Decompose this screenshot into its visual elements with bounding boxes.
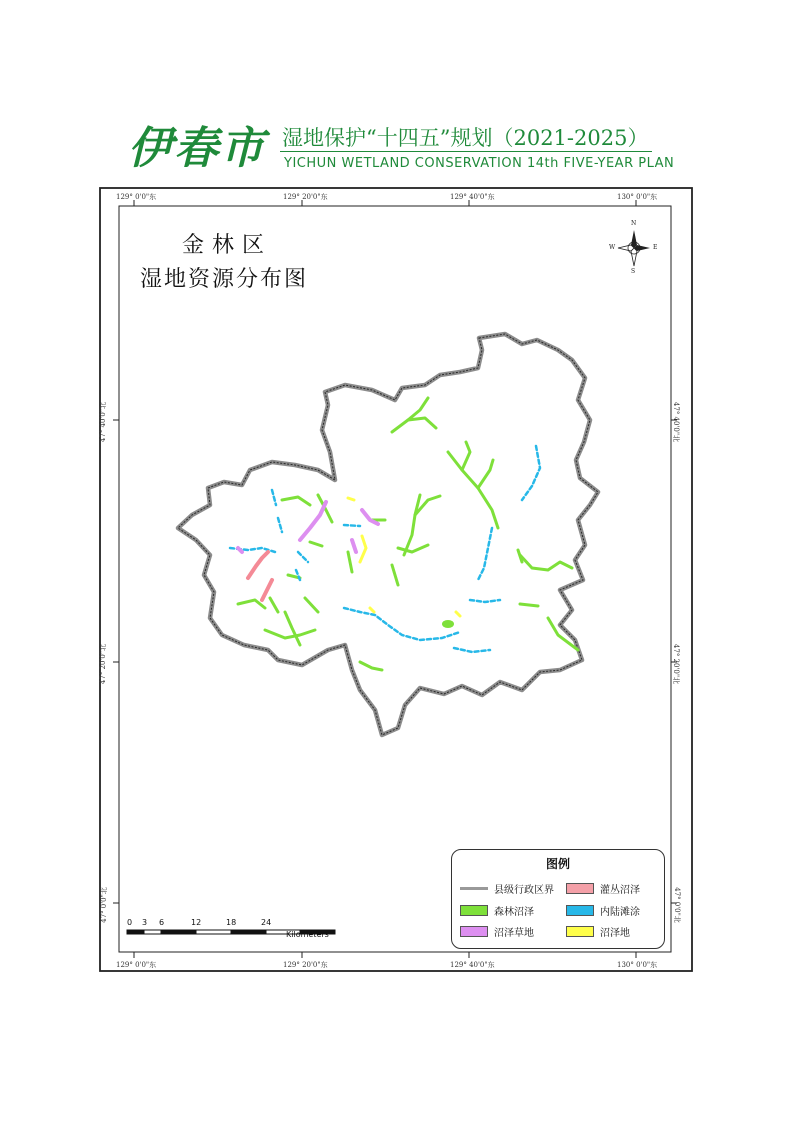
- top-coord-4: 130° 0'0"东: [617, 193, 658, 201]
- bottom-coord-2: 129° 20'0"东: [283, 961, 328, 969]
- brand-title: 伊春市: [128, 123, 266, 174]
- left-coord-2: 47° 20'0"北: [99, 643, 108, 685]
- scale-tick-0: 0: [127, 918, 133, 927]
- left-coord-3: 47° 0'0"北: [99, 887, 108, 923]
- bottom-coord-1: 129° 0'0"东: [116, 961, 157, 969]
- scale-tick-6: 6: [159, 918, 165, 927]
- compass-e: E: [653, 244, 658, 251]
- right-coord-3: 47° 0'0"北: [672, 887, 681, 923]
- bottom-coord-3: 129° 40'0"东: [450, 961, 495, 969]
- map-title-district: 金林区: [182, 233, 273, 258]
- north-arrow-icon: [609, 220, 658, 275]
- bottom-coord-4: 130° 0'0"东: [617, 961, 658, 969]
- legend-box: [451, 849, 665, 949]
- legend-item-shrub-swamp: [566, 881, 640, 896]
- legend-swatch-yellow: [566, 926, 594, 937]
- right-coord-1: 47° 40'0"北: [672, 401, 681, 443]
- legend-swatch-pink: [566, 883, 594, 894]
- county-boundary: [178, 334, 598, 735]
- map-title-subject: 湿地资源分布图: [140, 267, 309, 292]
- right-coord-2: 47° 20'0"北: [672, 643, 681, 685]
- legend-line-symbol: [460, 887, 488, 890]
- plan-subtitle: YICHUN WETLAND CONSERVATION 14th FIVE-YEAR PLAN: [284, 156, 675, 171]
- scale-bar-labels: [124, 918, 344, 939]
- legend-item-swamp-meadow: [460, 924, 534, 939]
- legend-label: 森林沼泽: [494, 907, 534, 918]
- legend-item-swamp: [566, 924, 630, 939]
- forest-swamp-patch: [442, 620, 454, 628]
- plan-title: 湿地保护“十四五”规划（2021-2025）: [282, 126, 649, 150]
- left-coord-1: 47° 40'0"北: [99, 401, 108, 443]
- legend-label: 沼泽地: [600, 928, 630, 939]
- scale-tick-12: 12: [191, 918, 202, 927]
- legend-item-forest-swamp: [460, 903, 534, 918]
- legend-label: 县级行政区界: [494, 885, 554, 896]
- scale-tick-18: 18: [226, 918, 237, 927]
- legend-label: 沼泽草地: [494, 928, 534, 939]
- scale-tick-24: 24: [261, 918, 272, 927]
- top-coord-1: 129° 0'0"东: [116, 193, 157, 201]
- legend-label: 内陆滩涂: [600, 907, 640, 918]
- legend-item-inland-flat: [566, 903, 640, 918]
- compass-s: S: [631, 268, 636, 275]
- legend-item-county-boundary: [460, 881, 554, 896]
- legend-title: 图例: [545, 857, 570, 871]
- legend-swatch-blue: [566, 905, 594, 916]
- legend-swatch-violet: [460, 926, 488, 937]
- top-coord-3: 129° 40'0"东: [450, 193, 495, 201]
- compass-n: N: [631, 220, 637, 227]
- compass-w: W: [609, 244, 616, 251]
- scale-unit: Kilometers: [286, 930, 329, 939]
- legend-label: 灌丛沼泽: [600, 885, 640, 896]
- top-coord-2: 129° 20'0"东: [283, 193, 328, 201]
- scale-tick-3: 3: [142, 918, 148, 927]
- legend-swatch-green: [460, 905, 488, 916]
